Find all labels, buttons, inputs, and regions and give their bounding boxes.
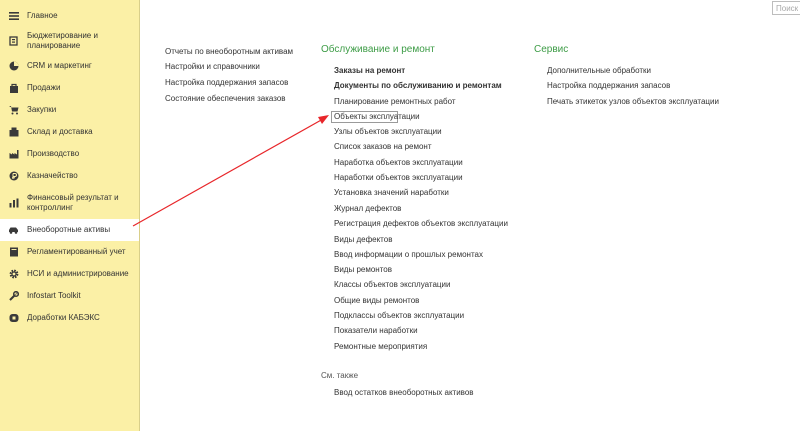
sidebar-item-crm[interactable]	[0, 60, 139, 72]
warehouse-icon	[8, 127, 19, 138]
col2-link[interactable]: Документы по обслуживанию и ремонтам	[334, 81, 502, 90]
col2-link[interactable]: Ввод информации о прошлых ремонтах	[334, 250, 483, 259]
sidebar-item-treasury[interactable]	[0, 170, 139, 182]
section-title-service: Сервис	[534, 44, 569, 55]
col2-link[interactable]: Заказы на ремонт	[334, 66, 406, 75]
factory-icon	[8, 149, 19, 160]
sidebar-item-nsi-admin[interactable]	[0, 268, 139, 280]
sidebar-item-label: Финансовый результат и контроллинг	[27, 193, 119, 212]
sidebar-item-label: Infostart Toolkit	[27, 291, 81, 300]
sidebar-item-regulated-accounting[interactable]	[0, 246, 139, 258]
col2-link-selected[interactable]: Объекты эксплуатации	[334, 112, 420, 121]
sidebar-item-label: Главное	[27, 11, 58, 20]
sidebar-item-label: Казначейство	[27, 171, 78, 180]
sidebar-item-label: НСИ и администрирование	[27, 269, 129, 278]
col2-link[interactable]: Общие виды ремонтов	[334, 296, 420, 305]
sidebar-item-main[interactable]	[0, 10, 139, 22]
section-title-maintenance: Обслуживание и ремонт	[321, 44, 435, 55]
chart-icon	[8, 198, 19, 209]
sidebar-item-label: Регламентированный учет	[27, 247, 126, 256]
sidebar-item-label: Закупки	[27, 105, 57, 114]
sidebar-item-label: Бюджетирование и планирование	[27, 31, 98, 50]
sidebar	[0, 0, 140, 431]
col3-link[interactable]: Настройка поддержания запасов	[547, 81, 671, 90]
sidebar-item-label: Продажи	[27, 83, 61, 92]
sidebar-item-production[interactable]	[0, 148, 139, 160]
sidebar-item-label: Доработки КАБЭКС	[27, 313, 100, 322]
book-icon	[8, 247, 19, 258]
car-icon	[8, 225, 19, 236]
sidebar-item-financial-result[interactable]	[0, 192, 139, 214]
menu-lines-icon	[8, 11, 19, 22]
sidebar-item-label: CRM и маркетинг	[27, 61, 92, 70]
see-also-title: См. также	[321, 371, 359, 380]
col2-link[interactable]: Наработки объектов эксплуатации	[334, 173, 463, 182]
puzzle-icon	[8, 313, 19, 324]
col2-link[interactable]: Регистрация дефектов объектов эксплуатации	[334, 219, 508, 228]
search-input[interactable]	[772, 1, 800, 15]
cart-icon	[8, 105, 19, 116]
col2-link[interactable]: Наработка объектов эксплуатации	[334, 158, 463, 167]
col2-link[interactable]: Классы объектов эксплуатации	[334, 280, 451, 289]
budget-icon	[8, 36, 19, 47]
col2-link[interactable]: Подклассы объектов эксплуатации	[334, 311, 465, 320]
col2-link[interactable]: Список заказов на ремонт	[334, 142, 432, 151]
crm-pie-icon	[8, 61, 19, 72]
sidebar-item-label: Внеоборотные активы	[27, 225, 111, 234]
col1-link[interactable]: Настройки и справочники	[165, 62, 260, 71]
sidebar-item-fixed-assets[interactable]	[0, 219, 139, 241]
wrench-icon	[8, 291, 19, 302]
col2-link[interactable]: Журнал дефектов	[334, 204, 402, 213]
col2-link[interactable]: Ремонтные мероприятия	[334, 342, 428, 351]
sidebar-item-budgeting[interactable]	[0, 30, 139, 52]
shopping-bag-icon	[8, 83, 19, 94]
col3-link[interactable]: Печать этикеток узлов объектов эксплуатации	[547, 97, 719, 106]
coin-icon	[8, 171, 19, 182]
sidebar-item-label: Склад и доставка	[27, 127, 93, 136]
gear-icon	[8, 269, 19, 280]
col2-link[interactable]: Виды ремонтов	[334, 265, 392, 274]
col1-link[interactable]: Настройка поддержания запасов	[165, 78, 289, 87]
col2-link[interactable]: Планирование ремонтных работ	[334, 97, 456, 106]
sidebar-item-infostart-toolkit[interactable]	[0, 290, 139, 302]
col2-link[interactable]: Узлы объектов эксплуатации	[334, 127, 442, 136]
col2-link[interactable]: Установка значений наработки	[334, 188, 449, 197]
sidebar-item-kabeks[interactable]	[0, 312, 139, 324]
col2-link[interactable]: Показатели наработки	[334, 326, 418, 335]
col3-link[interactable]: Дополнительные обработки	[547, 66, 651, 75]
sidebar-item-purchases[interactable]	[0, 104, 139, 116]
annotation-arrow-line	[133, 119, 323, 226]
col2-link[interactable]: Виды дефектов	[334, 235, 393, 244]
sidebar-item-sales[interactable]	[0, 82, 139, 94]
col1-link[interactable]: Состояние обеспечения заказов	[165, 94, 286, 103]
sidebar-item-warehouse[interactable]	[0, 126, 139, 138]
see-also-link[interactable]: Ввод остатков внеоборотных активов	[334, 388, 474, 397]
sidebar-item-label: Производство	[27, 149, 80, 158]
annotation-arrow-head	[318, 115, 329, 124]
col1-link[interactable]: Отчеты по внеоборотным активам	[165, 47, 294, 56]
